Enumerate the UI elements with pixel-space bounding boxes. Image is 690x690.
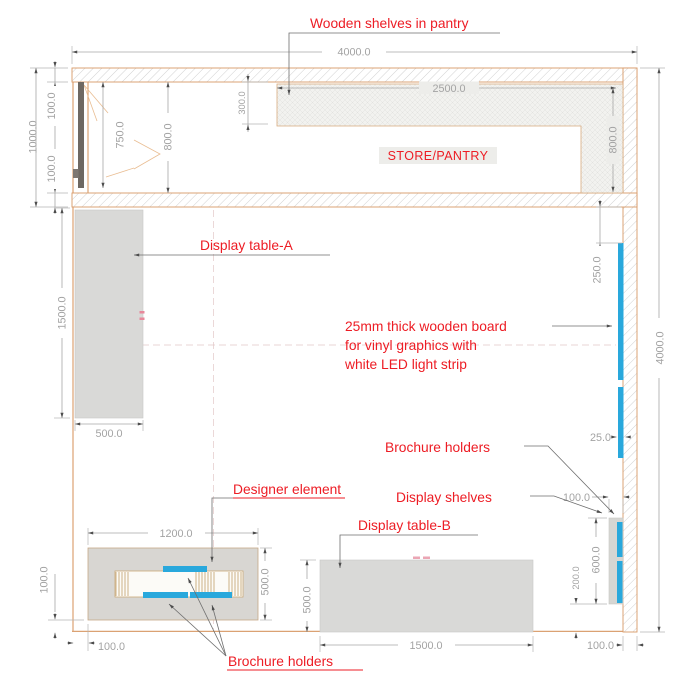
dim-shelf-side: 800.0	[607, 126, 620, 154]
dim-pantry-depth: 800.0	[162, 123, 175, 151]
label-display-table-a: Display table-A	[200, 238, 293, 253]
outer-wall-right	[623, 68, 637, 632]
pantry-wooden-shelf	[277, 84, 623, 193]
label-led-board-line3: white LED light strip	[345, 357, 467, 372]
dim-overall-width: 4000.0	[337, 46, 371, 59]
brochure-strip-top	[163, 566, 207, 572]
dim-designer-width: 500.0	[259, 568, 272, 596]
led-board-upper	[618, 243, 624, 380]
dim-table-a-width: 500.0	[95, 428, 123, 440]
label-designer-element: Designer element	[233, 482, 342, 497]
dim-shelves-width: 100.0	[562, 491, 590, 504]
dim-designer-offset-y: 100.0	[38, 566, 51, 594]
dim-shelves-offset: 200.0	[571, 566, 581, 590]
dim-pantry-total: 1000.0	[27, 120, 40, 154]
shelf-brochure-strip	[617, 561, 623, 603]
dim-shelves-height: 600.0	[590, 546, 603, 574]
dim-pantry-wall: 100.0	[46, 155, 58, 183]
dim-table-a-length: 1500.0	[56, 296, 69, 330]
label-led-board-line1: 25mm thick wooden board	[345, 319, 507, 334]
table-b-mark	[413, 557, 420, 560]
dim-wall-top: 100.0	[46, 92, 58, 120]
dim-overall-height: 4000.0	[654, 331, 667, 365]
table-a-mark	[140, 318, 145, 321]
pantry	[73, 82, 623, 193]
dim-shelf-depth: 300.0	[237, 91, 247, 115]
room-label: STORE/PANTRY	[387, 149, 489, 163]
furniture	[75, 210, 624, 632]
table-b-mark	[423, 557, 430, 560]
shelf-brochure-strip	[617, 522, 623, 557]
display-table-b	[320, 560, 533, 632]
dim-table-b-length: 1500.0	[409, 640, 443, 652]
dim-designer-length: 1200.0	[159, 528, 193, 540]
dim-door: 750.0	[114, 121, 127, 149]
display-shelves-unit	[609, 518, 623, 604]
label-display-shelves: Display shelves	[396, 490, 492, 505]
outer-wall-top	[72, 68, 637, 82]
brochure-strip-bottom-left	[143, 592, 188, 598]
door-leaf	[78, 82, 84, 188]
label-wooden-shelves: Wooden shelves in pantry	[310, 16, 469, 31]
dim-right-wall: 100.0	[586, 640, 614, 652]
door-handle	[73, 169, 79, 178]
dim-designer-offset-x: 100.0	[98, 641, 126, 653]
table-a-mark	[140, 311, 145, 314]
label-display-table-b: Display table-B	[358, 518, 451, 533]
label-led-board-line2: for vinyl graphics with	[345, 338, 477, 353]
label-brochure-holders-bottom: Brochure holders	[228, 654, 334, 669]
dim-shelf-length: 2500.0	[432, 82, 466, 95]
dim-board-thickness: 25.0	[589, 432, 611, 444]
designer-element	[115, 566, 243, 598]
led-board-lower	[618, 387, 624, 458]
dim-table-b-width: 500.0	[301, 586, 314, 614]
display-table-a	[75, 210, 143, 418]
label-brochure-holders-right: Brochure holders	[385, 440, 491, 455]
dim-board-offset: 250.0	[591, 256, 604, 284]
pantry-dividing-wall	[72, 193, 637, 207]
